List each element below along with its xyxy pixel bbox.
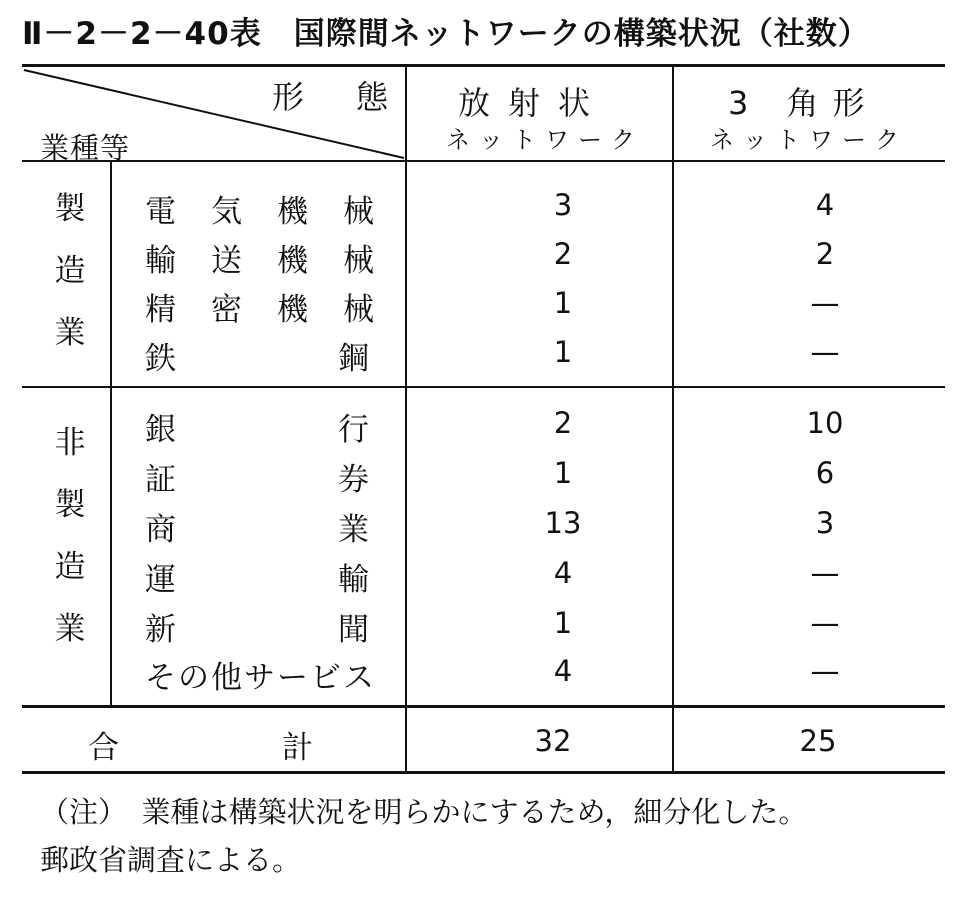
radial-value: 4	[553, 556, 573, 590]
triangle-value: 3	[815, 506, 835, 540]
radial-value: 1	[553, 286, 573, 320]
industry-label-end: 輸	[338, 562, 369, 598]
table-title: Ⅱ－2－2－40表 国際間ネットワークの構築状況（社数）	[22, 16, 870, 52]
col2-header-line1: 3 角形	[728, 84, 879, 122]
total-radial-value: 32	[534, 724, 572, 758]
industry-label-end: 業	[338, 512, 369, 548]
group-label-char: 製	[54, 487, 86, 523]
triangle-value: 10	[806, 406, 844, 440]
triangle-value: —	[810, 654, 840, 688]
group-label-char: 業	[54, 315, 86, 351]
footnote-line-1: （注） 業種は構築状況を明らかにするため，細分化した。	[40, 795, 808, 829]
industry-label: 新	[145, 612, 176, 648]
col1-header-line2: ネットワーク	[446, 126, 644, 154]
group-label-char: 業	[54, 611, 86, 647]
industry-label: 運	[145, 562, 176, 598]
group-label-char: 製	[54, 191, 86, 227]
industry-label: 商	[145, 512, 176, 548]
col2-header-line2: ネットワーク	[710, 126, 908, 154]
industry-label-end: 聞	[338, 612, 369, 648]
triangle-value: —	[810, 556, 840, 590]
industry-label-end: 券	[338, 462, 369, 498]
radial-value: 1	[553, 606, 573, 640]
corner-header-top: 形 態	[272, 78, 399, 116]
total-triangle-value: 25	[799, 724, 837, 758]
group-label-manufacturing	[50, 178, 90, 364]
triangle-value: —	[810, 606, 840, 640]
industry-label: 証	[145, 462, 176, 498]
triangle-value: 4	[815, 188, 835, 222]
industry-label: その他サービス	[145, 660, 376, 696]
industry-label-end: 鋼	[338, 341, 369, 377]
radial-value: 2	[553, 406, 573, 440]
group-label-char: 非	[54, 425, 86, 461]
radial-value: 2	[553, 237, 573, 271]
industry-label: 銀	[145, 412, 176, 448]
total-label: 合	[88, 730, 119, 766]
group-label-char: 造	[54, 253, 86, 289]
radial-value: 1	[553, 456, 573, 490]
footnote-line-2: 郵政省調査による。	[40, 843, 302, 877]
industry-label: 輸 送 機 械	[145, 243, 376, 279]
group-label-char: 造	[54, 549, 86, 585]
industry-label: 電 気 機 械	[145, 194, 376, 230]
radial-value: 4	[553, 654, 573, 688]
industry-label-end: 行	[338, 412, 369, 448]
corner-header-bottom: 業種等	[40, 131, 131, 165]
radial-value: 1	[553, 335, 573, 369]
triangle-value: 2	[815, 237, 835, 271]
col1-header-line1: 放射状	[458, 84, 609, 122]
triangle-value: —	[810, 286, 840, 320]
radial-value: 3	[553, 188, 573, 222]
group-label-nonmanufacturing	[50, 412, 90, 660]
industry-label: 鉄	[145, 341, 176, 377]
triangle-value: —	[810, 335, 840, 369]
triangle-value: 6	[815, 456, 835, 490]
radial-value: 13	[544, 506, 582, 540]
industry-label: 精 密 機 械	[145, 292, 376, 328]
total-label-end: 計	[282, 730, 313, 766]
